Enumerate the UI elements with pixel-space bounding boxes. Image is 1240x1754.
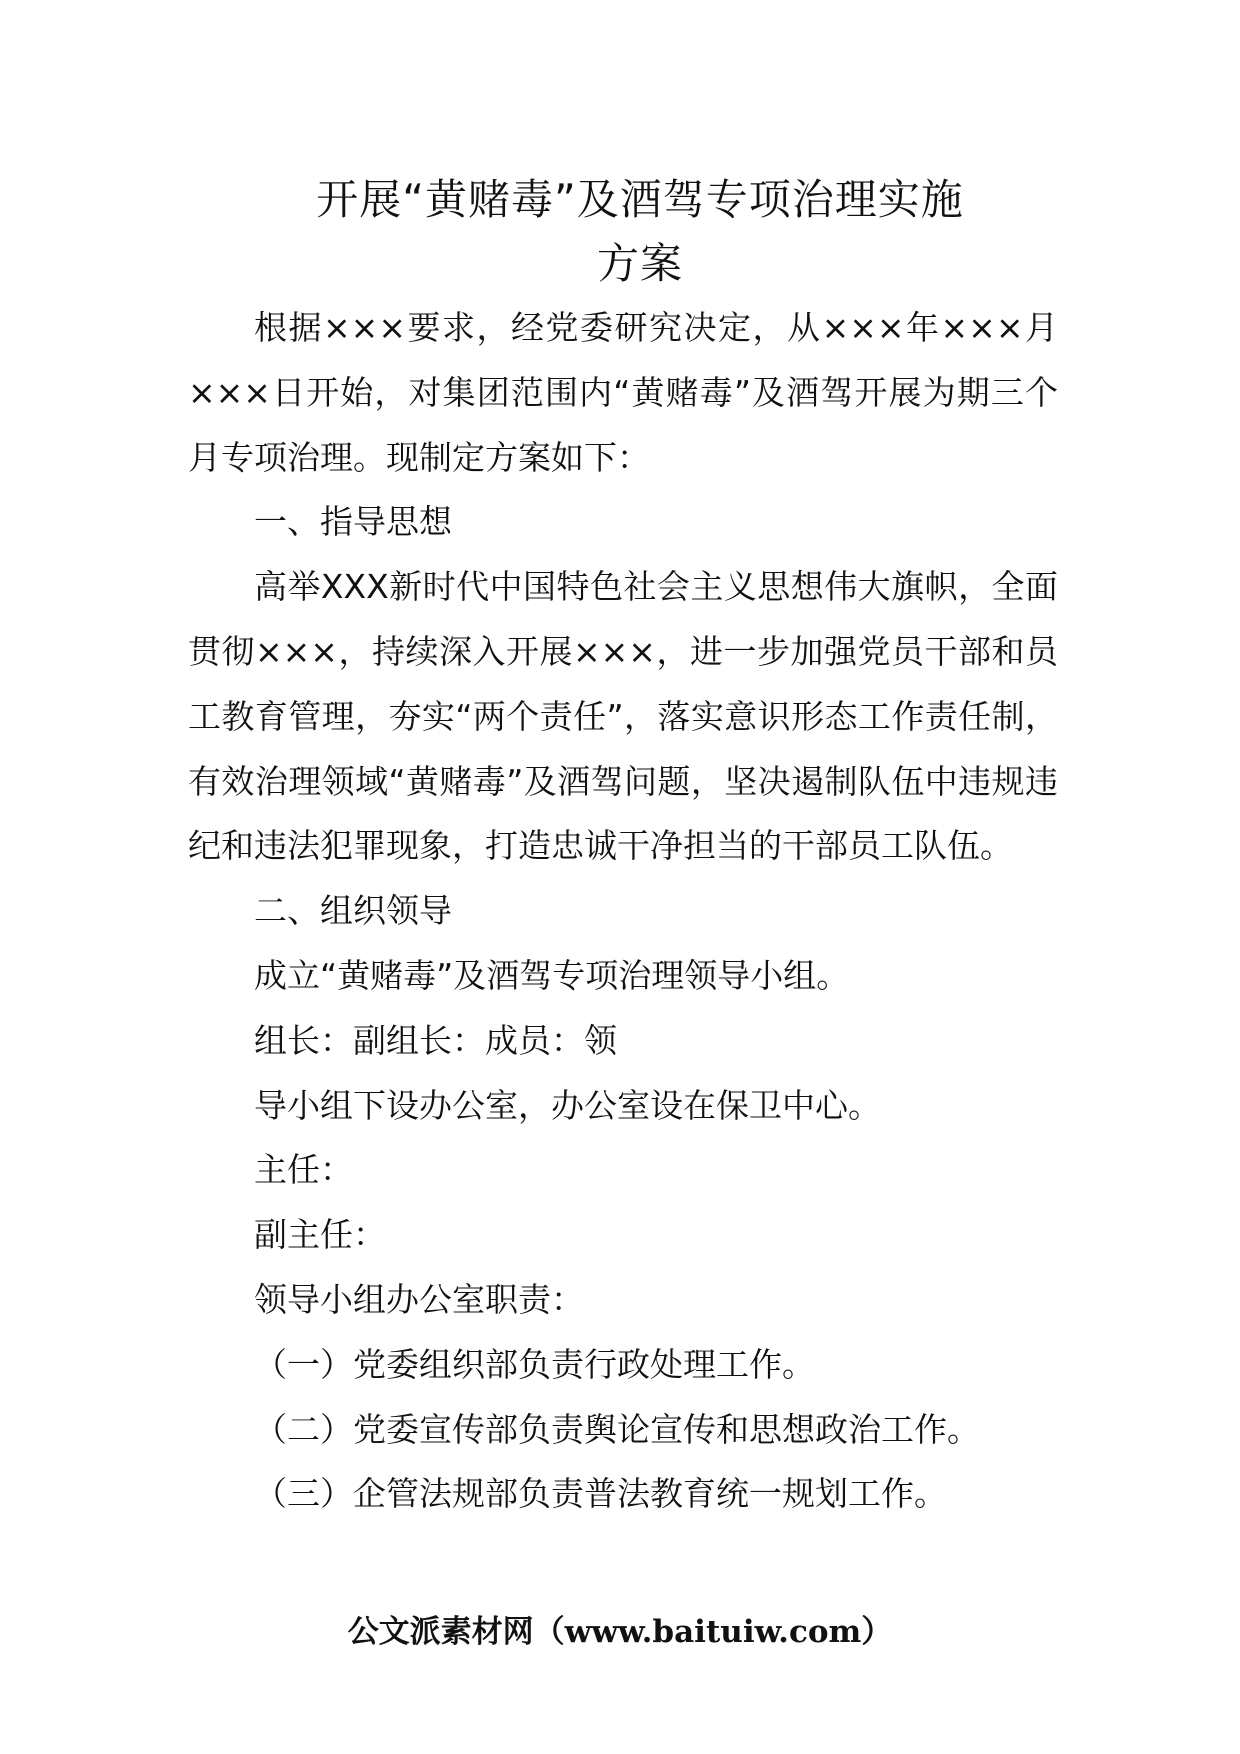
deputy-director-line: 副主任： xyxy=(254,1215,386,1255)
footer-watermark: 公文派素材网（www.baituiw.com） xyxy=(347,1614,893,1650)
office-line: 导小组下设办公室，办公室设在保卫中心。 xyxy=(254,1085,881,1125)
office-duties-heading: 领导小组办公室职责： xyxy=(254,1279,584,1319)
document-title-line-1: 开展“黄赌毒”及酒驾专项治理实施 xyxy=(316,175,964,224)
director-line: 主任： xyxy=(254,1150,353,1190)
section-heading-organization: 二、组织领导 xyxy=(254,891,452,931)
duty-item-3: （三）企管法规部负责普法教育统一规划工作。 xyxy=(254,1474,947,1514)
duty-item-1: （一）党委组织部负责行政处理工作。 xyxy=(254,1344,815,1384)
group-members-line: 组长：副组长：成员：领 xyxy=(254,1020,617,1060)
duty-item-2: （二）党委宣传部负责舆论宣传和思想政治工作。 xyxy=(254,1409,980,1449)
document-body xyxy=(188,296,1058,1527)
section-heading-guiding-ideology: 一、指导思想 xyxy=(254,502,452,542)
leading-group-paragraph: 成立“黄赌毒”及酒驾专项治理领导小组。 xyxy=(254,955,850,995)
guiding-ideology-paragraph: 高举XXX新时代中国特色社会主义思想伟大旗帜，全面贯彻×××，持续深入开展×××，进一步加强党员干部和员工教育管理，夯实“两个责任”，落实意识形态工作责任制，有效治理领域“黄赌毒”及酒驾问题，坚决遏制队伍中违规违纪和违法犯罪现象，打造忠诚干净担当的干部员工队伍。 xyxy=(188,567,1058,866)
document-title-line-2: 方案 xyxy=(596,239,683,288)
intro-paragraph: 根据×××要求，经党委研究决定，从×××年×××月×××日开始，对集团范围内“黄赌毒”及酒驾开展为期三个月专项治理。现制定方案如下： xyxy=(188,308,1058,477)
